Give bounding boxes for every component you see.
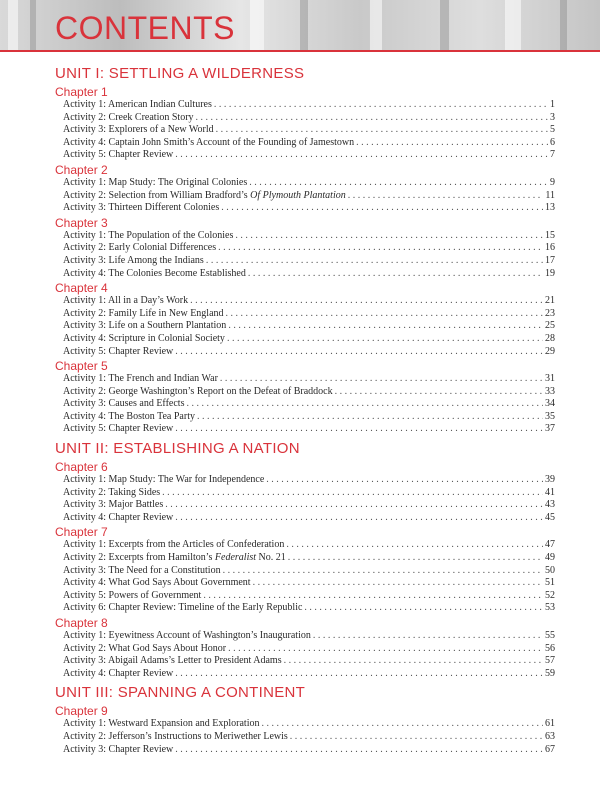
chapter-title: Chapter 3 [55, 215, 108, 230]
activity-title-italic: Federalist [214, 552, 257, 564]
page-number: 35 [545, 410, 555, 422]
dot-leader [235, 230, 543, 243]
page-number: 47 [545, 539, 555, 551]
activity-title [63, 423, 173, 436]
activity-title-italic: Of Plymouth Plantation [250, 189, 346, 201]
page-number: 15 [545, 229, 555, 241]
activity-title [63, 308, 224, 321]
activity-title-text: Activity 3: Chapter Review [63, 743, 174, 755]
dot-leader [313, 630, 543, 643]
page-number: 9 [550, 176, 555, 188]
dot-leader [288, 552, 543, 565]
unit-section [55, 440, 555, 680]
page-number: 21 [545, 295, 555, 307]
activity-title-text: Activity 3: Explorers of a New World [63, 124, 214, 136]
unit-title: UNIT I: SETTLING A WILDERNESS [55, 65, 305, 82]
page-number: 49 [545, 552, 555, 564]
chapter-title: Chapter 5 [55, 359, 108, 374]
activity-title-text: Activity 1: Excerpts from the Articles of Confederation [63, 539, 285, 551]
activity-title-text: Activity 1: Map Study: The Original Colonies [63, 176, 248, 188]
toc-entry [55, 474, 555, 487]
dot-leader [226, 308, 543, 321]
activity-title-text: Activity 2: George Washington’s Report on the Defeat of Braddock [63, 385, 333, 397]
activity-title [63, 487, 160, 500]
activity-title [63, 230, 233, 243]
dot-leader [290, 731, 543, 744]
tree-trunk [440, 0, 449, 52]
tree-trunk [300, 0, 308, 52]
dot-leader [216, 124, 548, 137]
activity-title-text: Activity 4: Scripture in Colonial Society [63, 332, 225, 344]
activity-title-text: Activity 4: The Colonies Become Established [63, 267, 246, 279]
toc-entry [55, 668, 555, 681]
dot-leader [253, 577, 543, 590]
toc-entry [55, 499, 555, 512]
page-number: 51 [545, 577, 555, 589]
dot-leader [248, 268, 543, 281]
activity-title-text: Activity 2: Jefferson’s Instructions to Meriwether Lewis [63, 730, 288, 742]
page-number: 25 [545, 320, 555, 332]
dot-leader [196, 112, 548, 125]
activity-title-text: Activity 1: American Indian Cultures [63, 99, 212, 110]
activity-title [63, 643, 226, 656]
dot-leader [223, 565, 543, 578]
dot-leader [206, 255, 543, 268]
activity-title-text: Activity 4: What God Says About Government [63, 577, 251, 589]
activity-title [63, 177, 247, 190]
toc-entry [55, 202, 555, 215]
activity-title [63, 295, 188, 308]
page-title: CONTENTS [55, 10, 235, 46]
toc-entry [55, 423, 555, 436]
page-number: 11 [545, 189, 555, 201]
page-number: 28 [545, 332, 555, 344]
activity-title-text: Activity 3: The Need for a Constitution [63, 564, 221, 576]
activity-title [63, 499, 163, 512]
dot-leader [261, 718, 543, 731]
toc-entry [55, 268, 555, 281]
toc-entry [55, 137, 555, 150]
activity-title [63, 731, 288, 744]
activity-title [63, 202, 219, 215]
activity-title [63, 744, 173, 757]
dot-leader [335, 386, 543, 399]
activity-title-text: Activity 1: All in a Day’s Work [63, 295, 189, 307]
page-number: 13 [545, 202, 555, 214]
dot-leader [203, 590, 543, 603]
activity-title [63, 552, 286, 565]
activity-title-text: Activity 2: Early Colonial Differences [63, 242, 217, 254]
chapter-title: Chapter 9 [55, 704, 108, 719]
dot-leader [175, 346, 543, 359]
activity-title [63, 539, 284, 552]
activity-title-text: Activity 4: Captain John Smith’s Account of the Founding of Jamestown [63, 136, 355, 148]
dot-leader [165, 499, 543, 512]
page-number: 56 [545, 642, 555, 654]
activity-title [63, 655, 282, 668]
toc-entry [55, 630, 555, 643]
toc-entry [55, 346, 555, 359]
activity-title-text: Activity 5: Chapter Review [63, 149, 174, 161]
page-number: 67 [545, 743, 555, 755]
page-number: 3 [550, 111, 555, 123]
unit-title: UNIT II: ESTABLISHING A NATION [55, 440, 300, 458]
toc-entry [55, 149, 555, 162]
dot-leader [249, 177, 548, 190]
page-number: 50 [545, 564, 555, 576]
toc-entry [55, 112, 555, 125]
page-number: 33 [545, 385, 555, 397]
activity-title-text: Activity 1: Map Study: The War for Independence [63, 474, 265, 486]
page-number: 41 [545, 486, 555, 498]
page-number: 55 [545, 630, 555, 641]
header-divider [0, 50, 600, 52]
chapter-title: Chapter 6 [55, 460, 108, 475]
toc-entry [55, 602, 555, 615]
toc-entry [55, 124, 555, 137]
page-number: 34 [545, 398, 555, 410]
toc-entry [55, 230, 555, 243]
activity-title [63, 99, 212, 112]
dot-leader [286, 539, 543, 552]
forest-header-banner [0, 0, 600, 52]
page-number: 16 [545, 242, 555, 254]
tree-trunk [30, 0, 36, 52]
toc-entry [55, 386, 555, 399]
activity-title-text: Activity 2: Creek Creation Story [63, 111, 194, 123]
toc-entry [55, 99, 555, 112]
activity-title [63, 242, 216, 255]
chapter-title: Chapter 7 [55, 525, 108, 540]
unit-title: UNIT III: SPANNING A CONTINENT [55, 684, 306, 702]
dot-leader [220, 373, 543, 386]
tree-trunk [8, 0, 18, 52]
activity-title [63, 668, 173, 681]
activity-title [63, 124, 214, 137]
chapter-title: Chapter 1 [55, 85, 108, 99]
page-number: 6 [550, 136, 555, 148]
toc-entry [55, 731, 555, 744]
unit-section [55, 684, 555, 756]
dot-leader [175, 149, 548, 162]
activity-title-text: Activity 5: Chapter Review [63, 345, 174, 357]
activity-title-text: Activity 5: Powers of Government [63, 589, 202, 601]
page-number: 45 [545, 511, 555, 523]
activity-title-text: Activity 3: Life on a Southern Plantation [63, 320, 227, 332]
dot-leader [228, 320, 543, 333]
activity-title [63, 398, 184, 411]
dot-leader [228, 643, 543, 656]
page-number: 53 [545, 602, 555, 614]
activity-title [63, 474, 264, 487]
activity-title [63, 268, 246, 281]
page-number: 17 [545, 254, 555, 266]
dot-leader [214, 99, 548, 112]
activity-title-text: Activity 4: Chapter Review [63, 511, 174, 523]
toc-entry [55, 655, 555, 668]
activity-title [63, 386, 333, 399]
page-number: 61 [545, 718, 555, 730]
activity-title-text: Activity 1: The French and Indian War [63, 373, 218, 385]
toc-entry [55, 512, 555, 525]
toc-entry [55, 190, 555, 203]
dot-leader [356, 137, 548, 150]
dot-leader [175, 512, 543, 525]
activity-title-text: Activity 3: Abigail Adams’s Letter to President Adams [63, 655, 282, 667]
dot-leader [304, 602, 543, 615]
toc-entry [55, 242, 555, 255]
page-number: 5 [550, 124, 555, 136]
dot-leader [266, 474, 543, 487]
page-number: 63 [545, 730, 555, 742]
toc-entry [55, 577, 555, 590]
page-number: 19 [545, 267, 555, 279]
toc-entry [55, 411, 555, 424]
dot-leader [186, 398, 543, 411]
dot-leader [162, 487, 543, 500]
page-number: 29 [545, 345, 555, 357]
toc-entry [55, 487, 555, 500]
activity-title [63, 577, 251, 590]
tree-trunk [560, 0, 567, 52]
table-of-contents [55, 65, 555, 760]
toc-entry [55, 320, 555, 333]
page-number: 31 [545, 373, 555, 385]
activity-title [63, 190, 346, 203]
page-number: 37 [545, 423, 555, 435]
toc-entry [55, 718, 555, 731]
activity-title [63, 373, 218, 386]
dot-leader [221, 202, 543, 215]
activity-title-text: Activity 3: Major Battles [63, 499, 164, 511]
activity-title [63, 149, 173, 162]
page-number: 23 [545, 307, 555, 319]
page-number: 39 [545, 474, 555, 486]
activity-title [63, 112, 194, 125]
activity-title [63, 255, 204, 268]
toc-entry [55, 398, 555, 411]
activity-title-text: Activity 1: The Population of the Colonies [63, 229, 234, 241]
activity-title-text: Activity 2: Family Life in New England [63, 307, 224, 319]
page-number: 59 [545, 667, 555, 679]
toc-entry [55, 552, 555, 565]
activity-title-text: Activity 6: Chapter Review: Timeline of the Early Republic [63, 602, 303, 614]
toc-entry [55, 565, 555, 578]
activity-title-text: Activity 3: Causes and Effects [63, 398, 185, 410]
activity-title [63, 346, 173, 359]
dot-leader [175, 744, 543, 757]
dot-leader [175, 423, 543, 436]
unit-section [55, 65, 555, 436]
tree-trunk [505, 0, 521, 52]
page-number: 7 [550, 149, 555, 161]
toc-entry [55, 308, 555, 321]
dot-leader [284, 655, 543, 668]
page-number: 57 [545, 655, 555, 667]
page-number: 43 [545, 499, 555, 511]
dot-leader [348, 190, 544, 203]
toc-entry [55, 539, 555, 552]
dot-leader [190, 295, 543, 308]
activity-title [63, 512, 173, 525]
activity-title [63, 137, 354, 150]
dot-leader [227, 333, 543, 346]
activity-title-text: Activity 1: Westward Expansion and Exploration [63, 718, 260, 730]
activity-title [63, 565, 221, 578]
dot-leader [218, 242, 543, 255]
dot-leader [175, 668, 543, 681]
toc-entry [55, 643, 555, 656]
activity-title [63, 333, 225, 346]
chapter-title: Chapter 2 [55, 162, 108, 177]
chapter-title: Chapter 4 [55, 281, 108, 296]
activity-title [63, 320, 226, 333]
activity-title [63, 630, 311, 643]
toc-entry [55, 590, 555, 603]
toc-entry [55, 744, 555, 757]
toc-entry [55, 373, 555, 386]
tree-trunk [250, 0, 264, 52]
activity-title-text: Activity 3: Life Among the Indians [63, 254, 204, 266]
activity-title-text: Activity 2: Excerpts from Hamilton’s [63, 552, 215, 564]
toc-entry [55, 295, 555, 308]
toc-entry [55, 255, 555, 268]
activity-title-text: Activity 4: Chapter Review [63, 667, 174, 679]
activity-title-text: Activity 2: Taking Sides [63, 486, 161, 498]
activity-title-text: Activity 2: Selection from William Bradford’s [63, 189, 251, 201]
activity-title-text: Activity 5: Chapter Review [63, 423, 174, 435]
dot-leader [197, 411, 543, 424]
activity-title [63, 602, 302, 615]
activity-title [63, 718, 259, 731]
activity-title [63, 590, 201, 603]
activity-title-text: Activity 3: Thirteen Different Colonies [63, 202, 220, 214]
page-number: 52 [545, 589, 555, 601]
chapter-title: Chapter 8 [55, 616, 108, 630]
activity-title-text: Activity 4: The Boston Tea Party [63, 410, 195, 422]
toc-entry [55, 177, 555, 190]
activity-title-suffix: No. 21 [256, 552, 286, 564]
tree-trunk [370, 0, 382, 52]
activity-title-text: Activity 2: What God Says About Honor [63, 642, 227, 654]
page-number: 1 [550, 99, 555, 110]
toc-entry [55, 333, 555, 346]
activity-title-text: Activity 1: Eyewitness Account of Washington’s Inauguration [63, 630, 311, 641]
activity-title [63, 411, 195, 424]
